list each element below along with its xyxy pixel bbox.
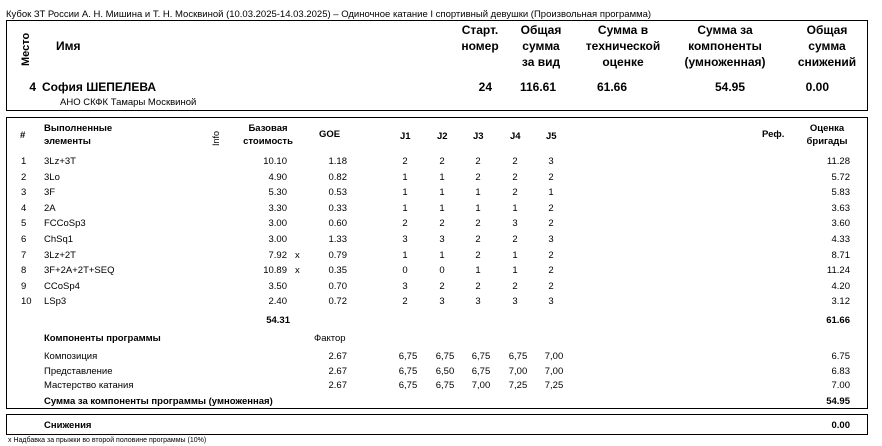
component-judge-5: 7,00 xyxy=(544,351,564,362)
skater-club: АНО СКФК Тамары Москвиной xyxy=(60,97,197,108)
element-number: 4 xyxy=(21,202,27,214)
deductions-label: Снижения xyxy=(44,420,92,431)
element-judge-4: 2 xyxy=(512,156,518,167)
element-base: 5.30 xyxy=(268,187,287,199)
factor-header: Фактор xyxy=(314,333,346,344)
elements-score-total: 61.66 xyxy=(826,315,850,326)
component-row xyxy=(0,380,882,394)
element-goe: 0.35 xyxy=(328,265,347,277)
table-row xyxy=(0,296,882,310)
skater-components: 54.95 xyxy=(714,80,745,94)
skater-tech: 61.66 xyxy=(596,80,627,94)
element-score: 11.24 xyxy=(826,265,850,277)
element-goe: 0.72 xyxy=(328,296,347,308)
component-name: Мастерство катания xyxy=(44,380,134,391)
place-header: Место xyxy=(20,32,32,66)
element-judge-1: 1 xyxy=(402,249,408,261)
element-name: 3Lo xyxy=(44,171,60,183)
element-score: 3.63 xyxy=(831,202,850,214)
element-name: 2A xyxy=(44,202,56,214)
component-score: 6.75 xyxy=(831,351,850,362)
element-judge-5: 3 xyxy=(548,234,554,245)
component-factor: 2.67 xyxy=(328,351,347,362)
components-total: 54.95 xyxy=(826,396,850,407)
element-judge-1: 1 xyxy=(402,171,408,183)
skater-start-number: 24 xyxy=(478,80,492,94)
element-name: ChSq1 xyxy=(44,234,74,245)
skater-total: 116.61 xyxy=(519,80,556,94)
element-judge-4: 3 xyxy=(512,296,518,308)
element-score: 11.28 xyxy=(826,156,850,167)
judge-4-header: J4 xyxy=(510,131,521,142)
judge-5-header: J5 xyxy=(546,131,557,142)
components-title: Компоненты программы xyxy=(44,333,161,344)
element-goe: 0.82 xyxy=(328,171,347,183)
table-row xyxy=(0,172,882,186)
component-name: Композиция xyxy=(44,351,98,362)
element-base: 3.00 xyxy=(268,234,287,245)
element-judge-4: 2 xyxy=(512,280,518,292)
component-row xyxy=(0,351,882,365)
element-judge-3: 2 xyxy=(475,218,481,230)
element-name: LSp3 xyxy=(44,296,67,308)
component-judge-2: 6,75 xyxy=(435,351,455,362)
table-row xyxy=(0,250,882,264)
component-judge-3: 6,75 xyxy=(471,351,491,362)
component-judge-2: 6,50 xyxy=(435,365,455,377)
skater-deductions: 0.00 xyxy=(805,80,829,94)
event-title: Кубок ЗТ России А. Н. Мишина и Т. Н. Москвиной (10.03.2025-14.03.2025) – Одиночное катание I спортивный девушки (Произвольная программа) xyxy=(6,9,652,20)
element-judge-5: 3 xyxy=(548,296,554,308)
element-number: 8 xyxy=(21,265,27,277)
judge-1-header: J1 xyxy=(400,131,411,142)
elements-name-header: Выполненные элементы xyxy=(44,123,113,147)
element-judge-3: 3 xyxy=(475,296,481,308)
skater-place: 4 xyxy=(29,80,36,94)
element-number: 5 xyxy=(21,218,27,230)
element-judge-1: 1 xyxy=(402,202,408,214)
table-row xyxy=(0,187,882,201)
element-judge-3: 1 xyxy=(475,202,481,214)
element-judge-1: 2 xyxy=(402,296,408,308)
component-judge-4: 6,75 xyxy=(508,351,528,362)
table-row xyxy=(0,281,882,295)
name-header: Имя xyxy=(56,39,81,53)
element-judge-1: 0 xyxy=(402,265,408,277)
element-name: 3F+2A+2T+SEQ xyxy=(44,265,115,277)
component-row xyxy=(0,366,882,380)
element-judge-4: 2 xyxy=(512,187,518,199)
element-goe: 0.33 xyxy=(328,202,347,214)
component-judge-5: 7,00 xyxy=(544,365,564,377)
element-judge-2: 2 xyxy=(439,218,445,230)
element-base: 2.40 xyxy=(268,296,287,308)
component-judge-2: 6,75 xyxy=(435,380,455,391)
element-judge-3: 1 xyxy=(475,187,481,199)
elements-num-header: # xyxy=(20,130,26,141)
element-judge-5: 2 xyxy=(548,202,554,214)
element-judge-4: 1 xyxy=(512,202,518,214)
element-base: 10.89 xyxy=(263,265,287,277)
start-number-header: Старт. номер xyxy=(461,23,499,53)
element-name: CCoSp4 xyxy=(44,280,80,292)
element-judge-3: 2 xyxy=(475,171,481,183)
element-judge-2: 3 xyxy=(439,296,445,308)
elements-base-total: 54.31 xyxy=(266,315,290,326)
element-judge-3: 2 xyxy=(475,156,481,167)
ref-header: Реф. xyxy=(762,129,785,140)
base-value-header: Базовая стоимость xyxy=(243,123,293,147)
element-goe: 0.70 xyxy=(328,280,347,292)
tech-score-header: Сумма в технической оценке xyxy=(585,23,661,69)
goe-header: GOE xyxy=(319,129,341,140)
components-total-label: Сумма за компоненты программы (умноженная) xyxy=(44,396,273,407)
component-name: Представление xyxy=(44,365,113,377)
deductions-box xyxy=(6,414,868,435)
judge-3-header: J3 xyxy=(473,131,484,142)
element-judge-2: 2 xyxy=(439,156,445,167)
element-number: 9 xyxy=(21,280,27,292)
element-number: 2 xyxy=(21,171,27,183)
component-factor: 2.67 xyxy=(328,380,347,391)
element-judge-1: 2 xyxy=(402,156,408,167)
element-judge-2: 1 xyxy=(439,249,445,261)
component-factor: 2.67 xyxy=(328,365,347,377)
element-score: 4.33 xyxy=(831,234,850,245)
element-base: 4.90 xyxy=(268,171,287,183)
element-judge-5: 2 xyxy=(548,265,554,277)
element-judge-3: 2 xyxy=(475,234,481,245)
component-judge-1: 6,75 xyxy=(398,365,418,377)
element-number: 1 xyxy=(21,156,27,167)
element-score: 5.83 xyxy=(831,187,850,199)
panel-score-header: Оценка бригады xyxy=(806,123,848,147)
table-row xyxy=(0,218,882,232)
element-goe: 0.79 xyxy=(328,249,347,261)
element-goe: 0.60 xyxy=(328,218,347,230)
element-base: 10.10 xyxy=(263,156,287,167)
element-judge-5: 2 xyxy=(548,218,554,230)
table-row xyxy=(0,234,882,248)
component-judge-4: 7,25 xyxy=(508,380,528,391)
element-bonus-mark: x xyxy=(295,249,300,261)
element-base: 3.50 xyxy=(268,280,287,292)
element-judge-4: 2 xyxy=(512,234,518,245)
element-judge-5: 2 xyxy=(548,249,554,261)
component-judge-3: 7,00 xyxy=(471,380,491,391)
component-judge-1: 6,75 xyxy=(398,351,418,362)
element-judge-2: 1 xyxy=(439,171,445,183)
element-judge-4: 3 xyxy=(512,218,518,230)
element-judge-3: 1 xyxy=(475,265,481,277)
element-judge-5: 2 xyxy=(548,280,554,292)
element-judge-2: 1 xyxy=(439,187,445,199)
element-judge-4: 2 xyxy=(512,171,518,183)
element-name: 3Lz+3T xyxy=(44,156,76,167)
element-bonus-mark: x xyxy=(295,265,300,277)
element-score: 3.12 xyxy=(831,296,850,308)
element-score: 5.72 xyxy=(831,171,850,183)
element-judge-1: 3 xyxy=(402,280,408,292)
element-judge-2: 0 xyxy=(439,265,445,277)
element-judge-5: 3 xyxy=(548,156,554,167)
element-name: 3Lz+2T xyxy=(44,249,76,261)
element-goe: 0.53 xyxy=(328,187,347,199)
component-score: 7.00 xyxy=(831,380,850,391)
element-score: 4.20 xyxy=(831,280,850,292)
skater-name: София ШЕПЕЛЕВА xyxy=(42,80,157,94)
table-row xyxy=(0,203,882,217)
info-header: Info xyxy=(211,130,221,146)
element-judge-2: 2 xyxy=(439,280,445,292)
element-judge-2: 3 xyxy=(439,234,445,245)
element-base: 7.92 xyxy=(268,249,287,261)
component-judge-4: 7,00 xyxy=(508,365,528,377)
element-judge-1: 1 xyxy=(402,187,408,199)
element-judge-1: 2 xyxy=(402,218,408,230)
table-row xyxy=(0,265,882,279)
element-judge-4: 1 xyxy=(512,265,518,277)
element-judge-4: 1 xyxy=(512,249,518,261)
judge-2-header: J2 xyxy=(437,131,448,142)
total-score-header: Общая сумма за вид xyxy=(520,23,562,69)
component-judge-1: 6,75 xyxy=(398,380,418,391)
element-judge-3: 2 xyxy=(475,280,481,292)
component-judge-5: 7,25 xyxy=(544,380,564,391)
element-score: 3.60 xyxy=(831,218,850,230)
element-number: 6 xyxy=(21,234,27,245)
table-row xyxy=(0,156,882,170)
element-name: 3F xyxy=(44,187,56,199)
element-base: 3.00 xyxy=(268,218,287,230)
deductions-value: 0.00 xyxy=(831,420,850,431)
element-judge-2: 1 xyxy=(439,202,445,214)
element-judge-5: 1 xyxy=(548,187,554,199)
element-name: FCCoSp3 xyxy=(44,218,86,230)
element-judge-5: 2 xyxy=(548,171,554,183)
element-goe: 1.33 xyxy=(328,234,347,245)
deductions-header: Общая сумма снижений xyxy=(797,23,857,69)
element-base: 3.30 xyxy=(268,202,287,214)
element-goe: 1.18 xyxy=(328,156,347,167)
footnote: x Надбавка за прыжки во второй половине программы (10%) xyxy=(8,437,207,444)
element-score: 8.71 xyxy=(831,249,850,261)
element-number: 7 xyxy=(21,249,27,261)
element-number: 3 xyxy=(21,187,27,199)
component-judge-3: 6,75 xyxy=(471,365,491,377)
components-score-header: Сумма за компоненты (умноженная) xyxy=(684,23,766,69)
element-judge-1: 3 xyxy=(402,234,408,245)
element-number: 10 xyxy=(21,296,32,308)
element-judge-3: 2 xyxy=(475,249,481,261)
component-score: 6.83 xyxy=(831,365,850,377)
